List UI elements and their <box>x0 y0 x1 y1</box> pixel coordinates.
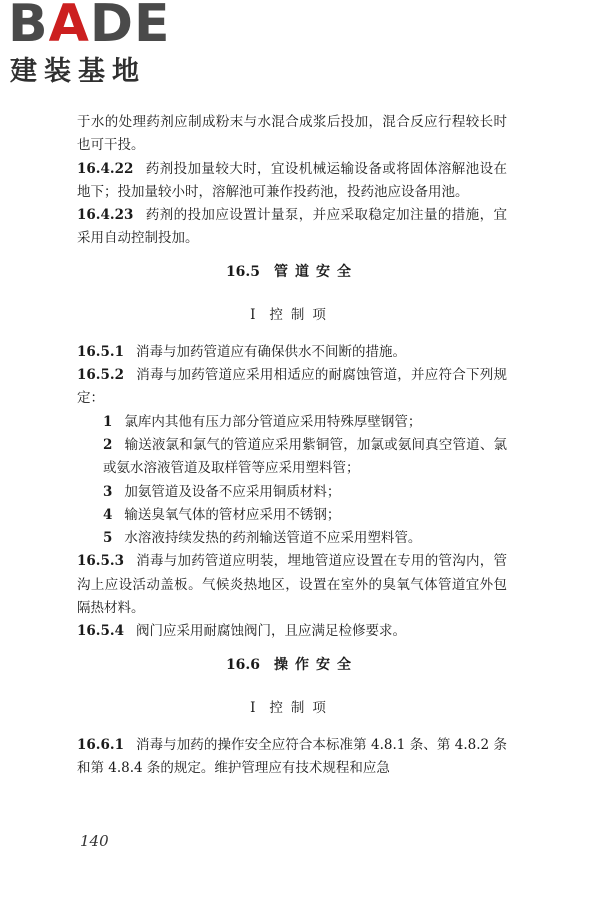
section-number: 16.6 <box>225 656 261 673</box>
subsection-heading-16-5-control <box>77 304 507 327</box>
list-item-3 <box>77 481 507 504</box>
clause-text: 消毒与加药管道应有确保供水不间断的措施。 <box>135 343 406 360</box>
list-item-text: 水溶液持续发热的药剂输送管道不应采用塑料管。 <box>124 530 422 547</box>
page-number: 140 <box>80 832 109 850</box>
subsection-heading-16-6-control <box>77 697 507 720</box>
clause-text: 消毒与加药管道应明装，埋地管道应设置在专用的管沟内，管沟上应设活动盖板。气候炎热地区，设置在室外的臭氧气体管道宜外包隔热材料。 <box>77 553 507 617</box>
list-item-text: 输送液氯和氯气的管道应采用紫铜管，加氯或氨间真空管道、氯或氨水溶液管道及取样管等应采用塑料管； <box>103 436 507 477</box>
list-item-text: 氯库内其他有压力部分管道应采用特殊厚壁钢管； <box>124 413 422 430</box>
clause-text: 消毒与加药管道应采用相适应的耐腐蚀管道，并应符合下列规定： <box>77 367 507 407</box>
clause-16-6-1 <box>77 734 507 781</box>
section-number: 16.5 <box>225 263 261 280</box>
clause-number: 16.5.3 <box>77 553 124 570</box>
subsection-title: 控制项 <box>269 699 334 716</box>
list-item-5 <box>77 527 507 550</box>
paragraph-continuation <box>77 111 507 158</box>
list-item-1 <box>77 411 507 434</box>
clause-number: 16.4.22 <box>77 160 134 177</box>
clause-number: 16.4.23 <box>77 207 134 224</box>
clause-text: 药剂的投加应设置计量泵，并应采取稳定加注量的措施，宜采用自动控制投加。 <box>77 207 507 247</box>
logo-brand-part1: B <box>8 0 49 54</box>
list-item-4 <box>77 504 507 527</box>
clause-16-5-2 <box>77 364 507 411</box>
section-heading-16-6 <box>77 654 507 677</box>
clause-16-5-1 <box>77 341 507 364</box>
document-body <box>77 111 507 780</box>
logo-brand-part2: DE <box>89 0 171 54</box>
section-title: 操作安全 <box>274 656 359 673</box>
list-item-number: 5 <box>103 530 113 547</box>
clause-number: 16.5.1 <box>77 343 124 360</box>
list-item-text: 输送臭氧气体的管材应采用不锈钢； <box>124 506 341 523</box>
clause-text: 阀门应采用耐腐蚀阀门，且应满足检修要求。 <box>135 623 406 640</box>
bade-logo <box>8 0 178 96</box>
list-item-2 <box>77 434 507 481</box>
clause-16-4-23 <box>77 204 507 251</box>
list-item-number: 2 <box>103 436 113 453</box>
clause-text: 药剂投加量较大时，宜设机械运输设备或将固体溶解池设在地下；投加量较小时，溶解池可兼作投药池，投药池应设备用池。 <box>77 160 507 200</box>
clause-number: 16.6.1 <box>77 736 124 753</box>
clause-16-5-3 <box>77 550 507 620</box>
paragraph-text: 于水的处理药剂应制成粉末与水混合成浆后投加，混合反应行程较长时也可干投。 <box>77 114 507 154</box>
clause-16-4-22 <box>77 158 507 205</box>
clause-16-5-4 <box>77 620 507 643</box>
clause-number: 16.5.4 <box>77 623 124 640</box>
subsection-title: 控制项 <box>269 306 334 323</box>
list-item-text: 加氨管道及设备不应采用铜质材料； <box>124 483 341 500</box>
clause-text: 消毒与加药的操作安全应符合本标准第 4.8.1 条、第 4.8.2 条和第 4.8.4 条的规定。维护管理应有技术规程和应急 <box>77 736 507 776</box>
section-title: 管道安全 <box>274 263 359 280</box>
list-item-number: 3 <box>103 483 113 500</box>
logo-subtitle: 建装基地 <box>10 56 146 87</box>
logo-brand-text <box>8 0 171 54</box>
subsection-roman: Ⅰ <box>250 306 256 323</box>
subsection-roman: Ⅰ <box>250 699 256 716</box>
list-item-number: 1 <box>103 413 113 430</box>
clause-number: 16.5.2 <box>77 367 124 384</box>
logo-brand-accent: A <box>48 0 90 54</box>
section-heading-16-5 <box>77 261 507 284</box>
list-item-number: 4 <box>103 506 113 523</box>
